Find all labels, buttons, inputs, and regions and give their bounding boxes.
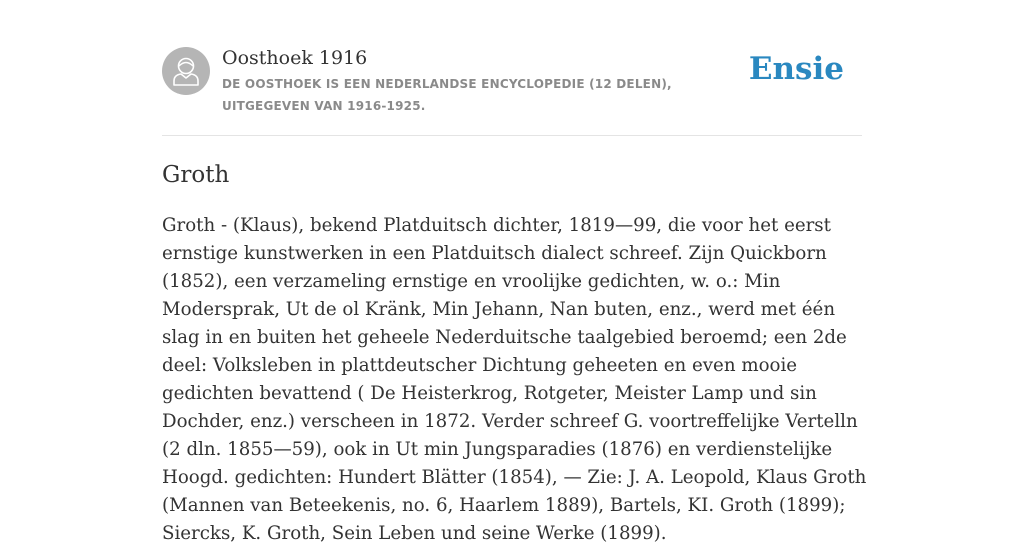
brand-logo[interactable]: Ensie xyxy=(748,51,844,87)
source-header xyxy=(162,46,862,116)
header-divider xyxy=(162,135,862,136)
source-description: DE OOSTHOEK IS EEN NEDERLANDSE ENCYCLOPEDIE (12 DELEN), UITGEGEVEN VAN 1916-1925. xyxy=(222,77,672,113)
entry-title: Groth xyxy=(162,162,230,188)
avatar[interactable] xyxy=(162,47,210,95)
user-icon xyxy=(162,47,210,95)
source-title[interactable]: Oosthoek 1916 xyxy=(222,47,368,69)
entry-body: Groth - (Klaus), bekend Platduitsch dichter, 1819—99, die voor het eerst ernstige kunstwerken in een Platduitsch dialect schreef. Zijn Quickborn (1852), een verzameling ernstige en vroolijke gedichten, w. o.: Min Modersprak, Ut de ol Kränk, Min Jehann, Nan buten, enz., werd met één slag in en buiten het geheele Nederduitsche taalgebied beroemd; een 2de deel: Volksleben in plattdeutscher Dichtung geheeten en even mooie gedichten bevattend ( De Heisterkrog, Rotgeter, Meister Lamp und sin Dochder, enz.) verscheen in 1872. Verder schreef G. voortreffelijke Vertelln (2 dln. 1855—59), ook in Ut min Jungsparadies (1876) en verdienstelijke Hoogd. gedichten: Hundert Blätter (1854), — Zie: J. A. Leopold, Klaus Groth (Mannen van Beteekenis, no. 6, Haarlem 1889), Bartels, KI. Groth (1899); Siercks, K. Groth, Sein Leben und seine Werke (1899). xyxy=(162,215,867,544)
